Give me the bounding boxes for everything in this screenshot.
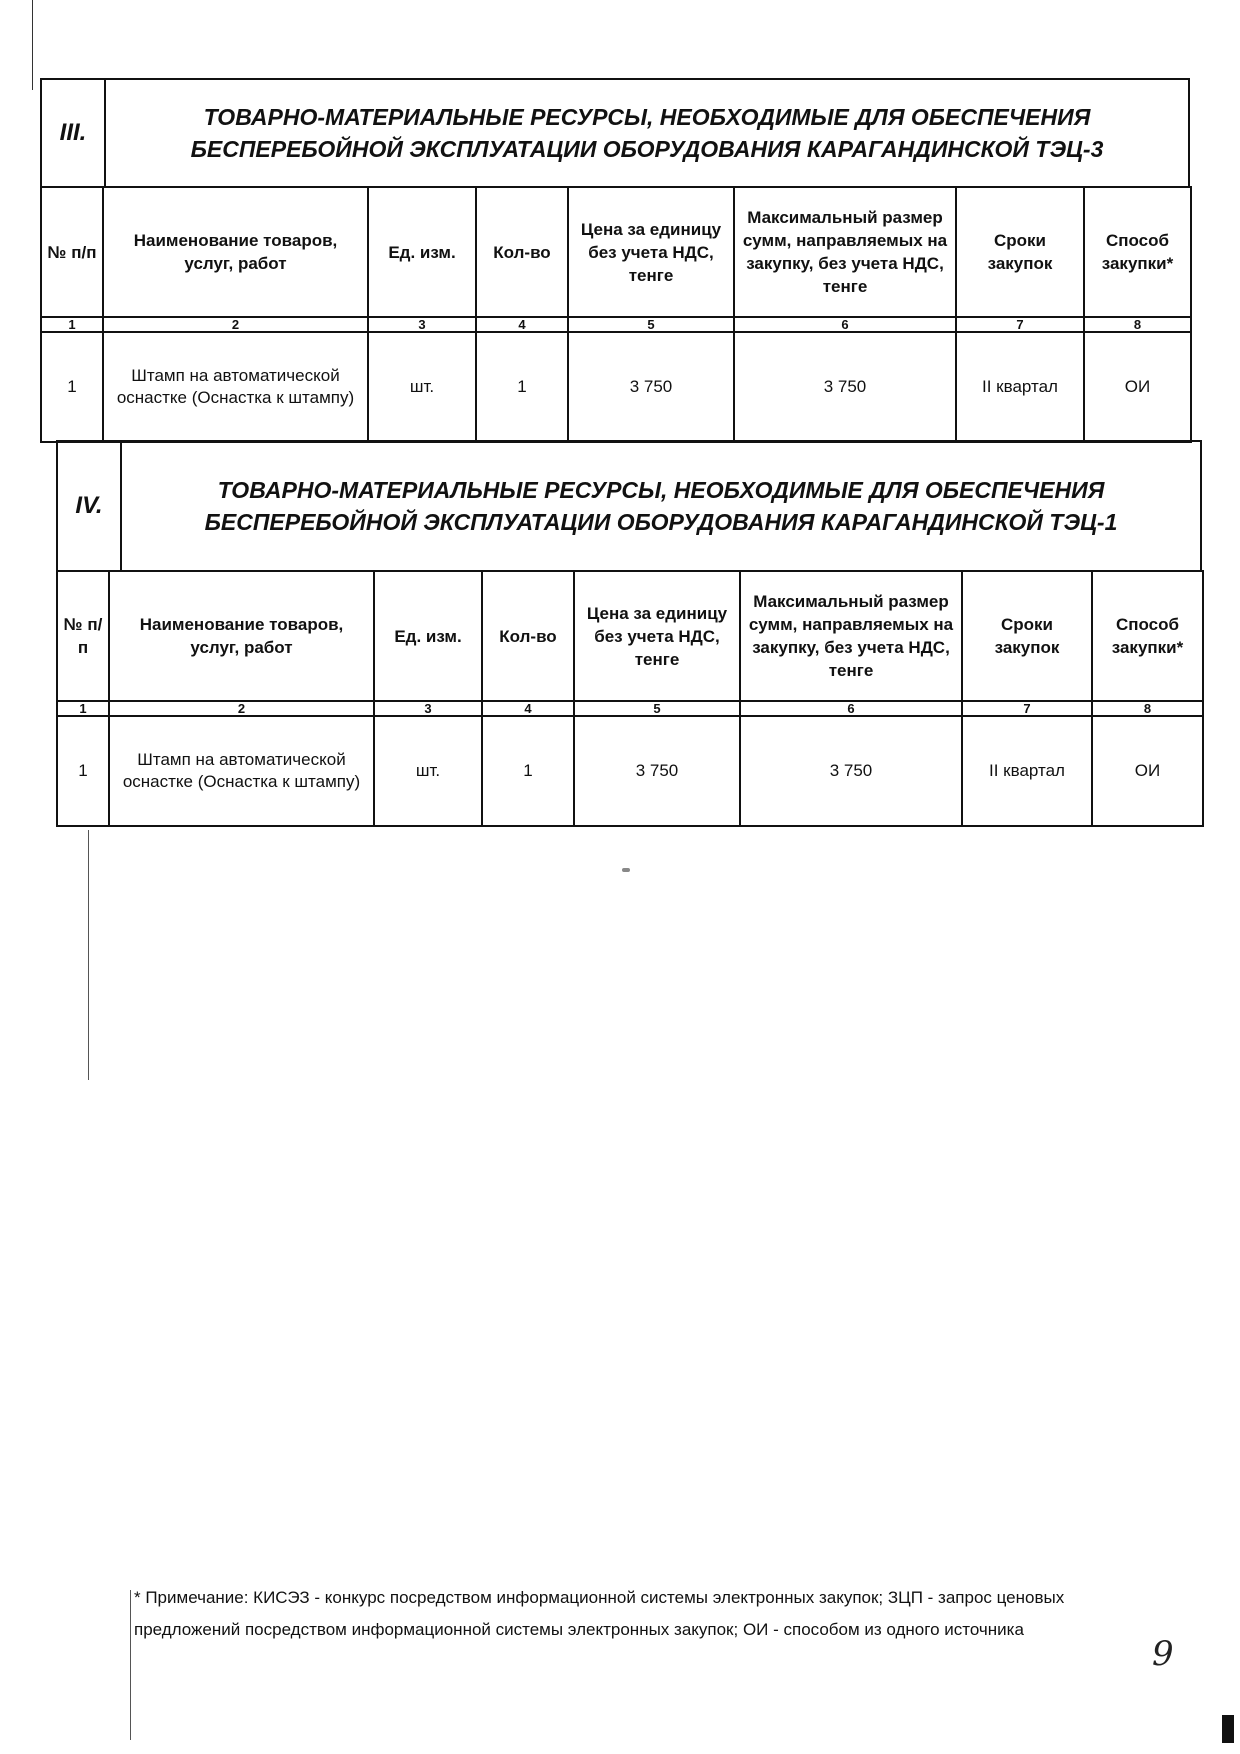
index-cell: 7 [956,317,1084,332]
cell-max-amount: 3 750 [734,332,956,442]
column-index-row [41,317,1191,332]
procurement-table [40,186,1192,443]
cell-unit: шт. [368,332,476,442]
table-row [41,332,1191,442]
cell-item-name: Штамп на автоматической оснастке (Оснастка к штампу) [103,332,368,442]
scan-edge-line [88,830,89,1080]
cell-method: ОИ [1084,332,1191,442]
cell-method: ОИ [1092,716,1203,826]
cell-max-amount: 3 750 [740,716,962,826]
table-row [57,716,1203,826]
index-cell: 3 [368,317,476,332]
section-iii [40,78,1190,443]
column-index-row [57,701,1203,716]
section-iv [56,440,1202,827]
header-cell: № п/п [41,187,103,317]
header-cell: Максимальный размер сумм, направляемых на закупку, без учета НДС, тенге [740,571,962,701]
cell-unit-price: 3 750 [568,332,734,442]
header-cell: Цена за единицу без учета НДС, тенге [574,571,740,701]
cell-number: 1 [41,332,103,442]
cell-number: 1 [57,716,109,826]
cell-unit-price: 3 750 [574,716,740,826]
table-header-row [57,571,1203,701]
cell-item-name: Штамп на автоматической оснастке (Оснастка к штампу) [109,716,374,826]
section-number: IV. [58,442,122,570]
header-cell: Способ закупки* [1084,187,1191,317]
index-cell: 1 [41,317,103,332]
index-cell: 2 [103,317,368,332]
header-cell: Наименование товаров, услуг, работ [109,571,374,701]
index-cell: 5 [568,317,734,332]
cell-quantity: 1 [476,332,568,442]
header-cell: Наименование товаров, услуг, работ [103,187,368,317]
index-cell: 8 [1092,701,1203,716]
header-cell: № п/п [57,571,109,701]
index-cell: 4 [476,317,568,332]
scan-speck [622,868,630,872]
footnote: * Примечание: КИСЭЗ - конкурс посредством информационной системы электронных закупок; ЗЦП - запрос ценовых предложений посредством информационной системы электронных закупок; ОИ - способом из одного источника [134,1588,1065,1639]
header-cell: Сроки закупок [956,187,1084,317]
procurement-table [56,570,1204,827]
index-cell: 6 [734,317,956,332]
page-number: 9 [1152,1634,1174,1674]
section-title: ТОВАРНО-МАТЕРИАЛЬНЫЕ РЕСУРСЫ, НЕОБХОДИМЫЕ ДЛЯ ОБЕСПЕЧЕНИЯ БЕСПЕРЕБОЙНОЙ ЭКСПЛУАТАЦИИ ОБОРУДОВАНИЯ КАРАГАНДИНСКОЙ ТЭЦ-1 [204,477,1118,535]
cell-period: II квартал [962,716,1092,826]
scan-mark [1222,1715,1234,1743]
header-cell: Способ закупки* [1092,571,1203,701]
index-cell: 8 [1084,317,1191,332]
cell-unit: шт. [374,716,482,826]
index-cell: 7 [962,701,1092,716]
header-cell: Кол-во [476,187,568,317]
header-cell: Кол-во [482,571,574,701]
header-cell: Сроки закупок [962,571,1092,701]
section-header [56,440,1202,570]
index-cell: 3 [374,701,482,716]
cell-period: II квартал [956,332,1084,442]
header-cell: Цена за единицу без учета НДС, тенге [568,187,734,317]
index-cell: 5 [574,701,740,716]
header-cell: Ед. изм. [374,571,482,701]
header-cell: Максимальный размер сумм, направляемых на закупку, без учета НДС, тенге [734,187,956,317]
table-header-row [41,187,1191,317]
index-cell: 4 [482,701,574,716]
section-title: ТОВАРНО-МАТЕРИАЛЬНЫЕ РЕСУРСЫ, НЕОБХОДИМЫЕ ДЛЯ ОБЕСПЕЧЕНИЯ БЕСПЕРЕБОЙНОЙ ЭКСПЛУАТАЦИИ ОБОРУДОВАНИЯ КАРАГАНДИНСКОЙ ТЭЦ-3 [190,104,1104,162]
header-cell: Ед. изм. [368,187,476,317]
scan-edge-line [130,1590,131,1740]
cell-quantity: 1 [482,716,574,826]
section-number: III. [42,80,106,186]
index-cell: 2 [109,701,374,716]
scan-edge-line [32,0,33,90]
section-header [40,78,1190,186]
index-cell: 1 [57,701,109,716]
index-cell: 6 [740,701,962,716]
